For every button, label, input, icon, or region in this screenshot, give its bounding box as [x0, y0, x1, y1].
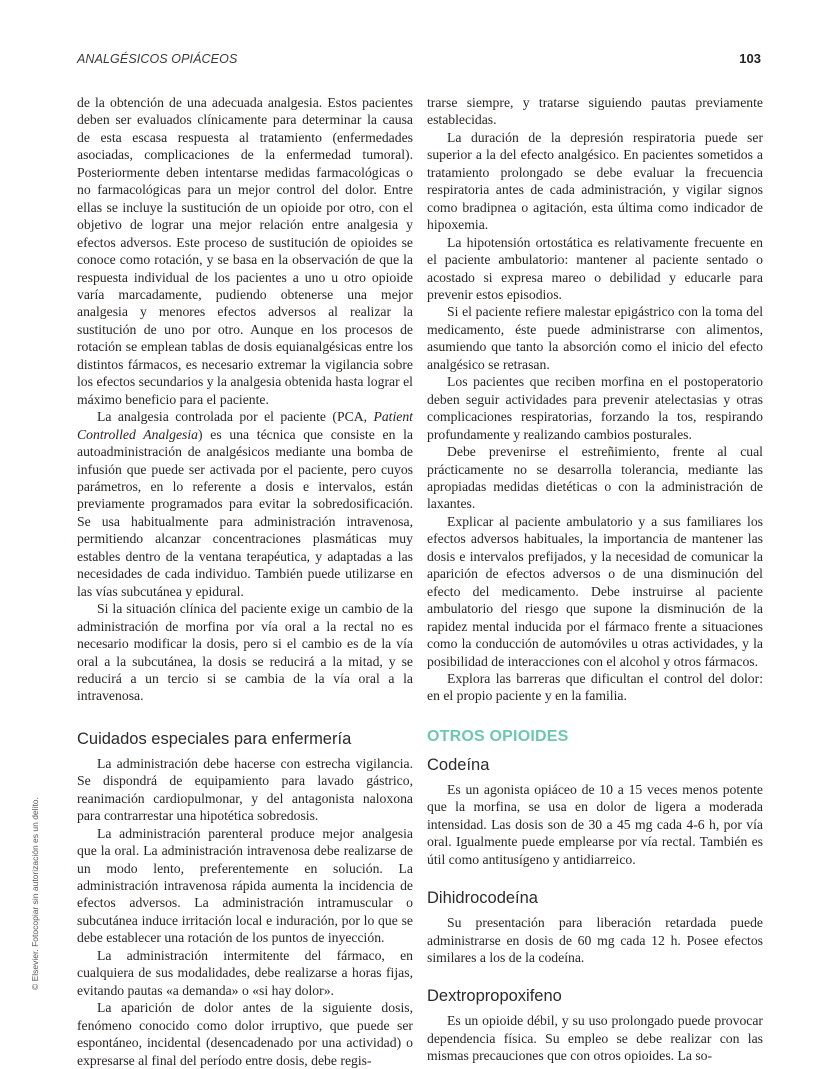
paragraph: Explicar al paciente ambulatorio y a sus familiares los efectos adversos habituales, la importancia de mantener las dosis e intervalos prefijados, y la necesidad de comunicar la aparición de efectos adversos o de una disminución del efecto del medicamento. Debe instruirse al paciente ambulatorio del riesgo que supone la disminución de la rapidez mental inducida por el fármaco frente a situaciones como la conducción de automóviles u otras actividades, y la posibilidad de interacciones con el alcohol y otros fármacos. — [427, 513, 763, 669]
pca-term-italic: Patient Controlled Analgesia — [77, 409, 413, 442]
paragraph: Los pacientes que reciben morfina en el postoperatorio deben seguir actividades para prevenir atelectasias y otras complicaciones respiratorias, forzando la tos, respirando profundamente y realizando cambios posturales. — [427, 374, 763, 442]
paragraph: Si la situación clínica del paciente exige un cambio de la administración de morfina por vía oral a la rectal no es necesario modificar la dosis, pero si el cambio es de la vía oral a la subcutánea, la dosis se reducirá a la mitad, y se reducirá a un tercio si se cambia de la vía oral a la intravenosa. — [77, 601, 413, 704]
chapter-title-otros-opioides: OTROS OPIOIDES — [427, 727, 569, 745]
pca-body: ) es una técnica que consiste en la autoadministración de analgésicos mediante una bomba de infusión que puede ser activada por el paciente, pero cuyos parámetros, en lo referente a dosis e intervalos, están previamente programados para evitar la sobredosificación. Se usa habitualmente para administración intravenosa, permitiendo alcanzar concentraciones plasmáticas muy estables dentro de la ventana terapéutica, y adaptadas a las necesidades de cada individuo. También puede utilizarse en las vías subcutánea y epidural. — [77, 426, 413, 599]
paragraph: de la obtención de una adecuada analgesia. Estos pacientes deben ser evaluados clínicamente para determinar la causa de esta escasa respuesta al tratamiento (enfermedades asociadas, complicaciones de la enfermedad tumoral). Posteriormente deben intentarse medidas farmacológicas o no farmacológicas para un mejor control del dolor. Entre ellas se incluye la sustitución de un opioide por otro, con el objetivo de lograr una mejor relación entre analgesia y efectos adversos. Este proceso de sustitución de opioides se conoce como rotación, y se basa en la observación de que la respuesta individual de los pacientes a uno u otro opioide varía marcadamente, pudiendo obtenerse una mejor analgesia y menores efectos adversos al realizar la sustitución de uno por otro. Aunque en los procesos de rotación se emplean tablas de dosis equianalgésicas entre los distintos fármacos, es necesario extremar la vigilancia sobre los efectos secundarios y la analgesia obtenida hasta lograr el máximo beneficio para el paciente. — [77, 95, 413, 407]
pca-intro: La analgesia controlada por el paciente (PCA, — [97, 409, 374, 425]
paragraph: La aparición de dolor antes de la siguiente dosis, fenómeno conocido como dolor irruptivo, que puede ser espontáneo, incidental (desencadenado por una actividad) o expresarse al final del período entre dosis, debe regis- — [77, 1000, 413, 1068]
paragraph: Es un opioide débil, y su uso prolongado puede provocar dependencia física. Su empleo se debe realizar con las mismas precauciones que con otros opioides. La so- — [427, 1013, 763, 1064]
left-column — [77, 94, 413, 1069]
paragraph: La duración de la depresión respiratoria puede ser superior a la del efecto analgésico. En pacientes sometidos a tratamiento prolongado se debe evaluar la frecuencia respiratoria antes de cada administración, y vigilar signos como bradipnea o agitación, esta última como indicador de hipoxemia. — [427, 129, 763, 233]
paragraph: Debe prevenirse el estreñimiento, frente al cual prácticamente no se desarrolla tolerancia, mediante las apropiadas medidas dietéticas o con la administración de laxantes. — [427, 444, 763, 512]
paragraph: La hipotensión ortostática es relativamente frecuente en el paciente ambulatorio: mantener al paciente sentado o acostado si expresa mareo o debilidad y educarle para prevenir estos episodios. — [427, 234, 763, 302]
paragraph-pca — [77, 408, 413, 600]
paragraph: Explora las barreras que dificultan el control del dolor: en el propio paciente y en la familia. — [427, 670, 763, 704]
section-title-dihidrocodeina: Dihidrocodeína — [427, 889, 538, 908]
paragraph: trarse siempre, y tratarse siguiendo pautas previamente establecidas. — [427, 95, 763, 128]
section-title-cuidados: Cuidados especiales para enfermería — [77, 729, 352, 748]
paragraph: La administración parenteral produce mejor analgesia que la oral. La administración intravenosa debe realizarse de un modo lento, preferentemente en solución. La administración intravenosa rápida aumenta la incidencia de efectos adversos. La administración intramuscular o subcutánea induce irritación local e induración, por lo que se debe establecer una rotación de los puntos de inyección. — [77, 825, 413, 946]
running-head: ANALGÉSICOS OPIÁCEOS — [77, 52, 238, 66]
copyright-side-note: © Elsevier. Fotocopiar sin autorización es un delito. — [30, 797, 40, 990]
paragraph: La administración intermitente del fármaco, en cualquiera de sus modalidades, debe realizarse a horas fijas, evitando pautas «a demanda» o «si hay dolor». — [77, 947, 413, 998]
right-column — [427, 94, 763, 1065]
paragraph: La administración debe hacerse con estrecha vigilancia. Se dispondrá de equipamiento para lavado gástrico, reanimación cardiopulmonar, y del antagonista naloxona para contrarrestar una hipotética sobredosis. — [77, 755, 413, 824]
paragraph: Su presentación para liberación retardada puede administrarse en dosis de 60 mg cada 12 h. Posee efectos similares a los de la codeína. — [427, 915, 763, 966]
paragraph: Es un agonista opiáceo de 10 a 15 veces menos potente que la morfina, se usa en dolor de ligera a moderada intensidad. Las dosis son de 30 a 45 mg cada 4-6 h, por vía oral. Igualmente puede emplearse por vía rectal. También es útil como antitusígeno y antidiarreico. — [427, 781, 763, 867]
section-title-dextropropoxifeno: Dextropropoxifeno — [427, 987, 562, 1006]
page-number: 103 — [739, 51, 761, 66]
section-title-codeina: Codeína — [427, 755, 490, 774]
paragraph: Si el paciente refiere malestar epigástrico con la toma del medicamento, éste puede administrarse con alimentos, asumiendo que tanto la absorción como el inicio del efecto analgésico se retrasan. — [427, 304, 763, 372]
